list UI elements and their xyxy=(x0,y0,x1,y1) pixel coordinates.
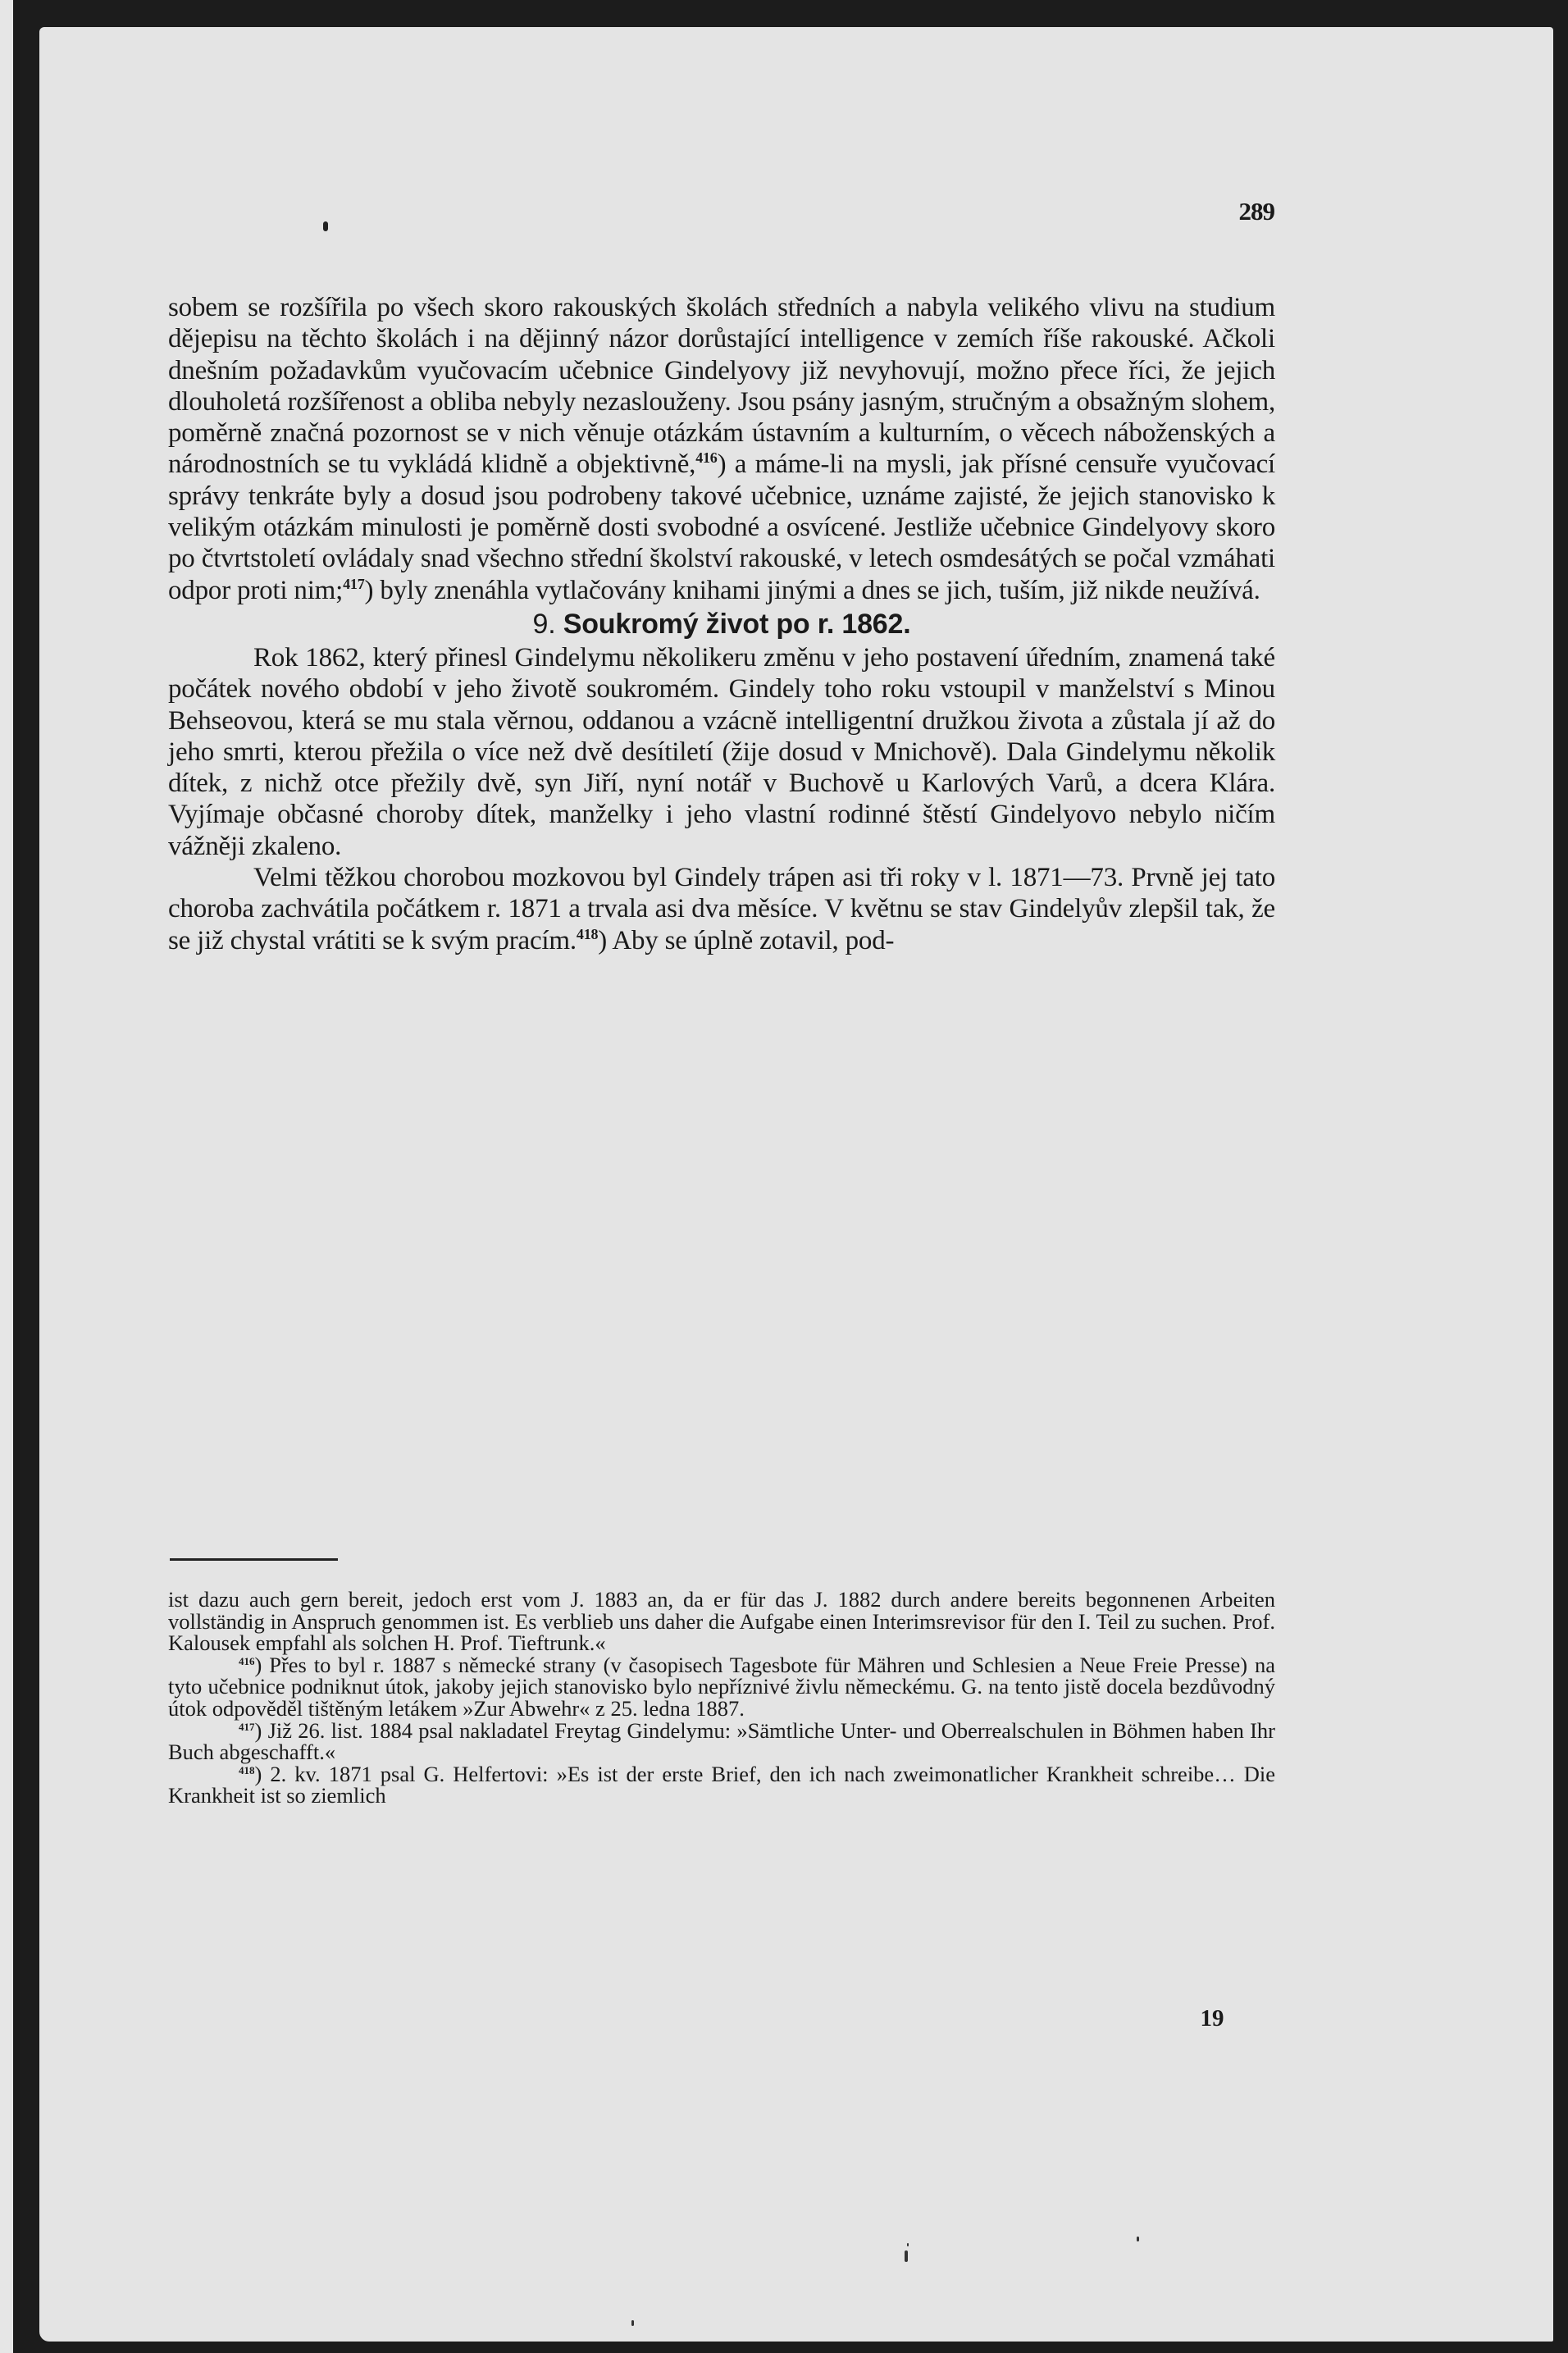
page-number: 289 xyxy=(1238,197,1274,226)
footnote-marker: 417 xyxy=(239,1720,255,1733)
footnote-417: $^{417}$) Již 26. list. 1884 psal nakladatel Freytag Gindelymu: »Sämtliche Unter- und Oberrealschulen in Böhmen haben Ihr Buch abgeschafft.« xyxy=(168,1717,1275,1765)
paragraph-2: Rok 1862, který přinesl Gindelymu několikeru změnu v jeho postavení úředním, znamená také počátek nového období v jeho životě soukromém. Gindely toho roku vstoupil v manželství s Minou Behseovou, která se mu stala věrnou, oddanou a vzácně intelligentní družkou života a zůstala jí až do jeho smrti, kterou přežila o více než dvě desítiletí (žije dosud v Mnichově). Dala Gindelymu několik dítek, z nichž otce přežily dvě, syn Jiří, nyní notář v Buchově u Karlových Varů, a dcera Klára. Vyjímaje občasné choroby dítek, manželky i jeho vlastní rodinné štěstí Gindelyovo nebylo ničím vážněji zkaleno. xyxy=(168,642,1275,861)
footnote-separator xyxy=(170,1558,338,1561)
print-speck xyxy=(907,2243,909,2246)
footnote-416: $^{416}$) Přes to byl r. 1887 s německé strany (v časopisech Tagesbote für Mähren und Schlesien a Neue Freie Presse) na tyto učebnice podniknut útok, jakoby jejich stanovisko bylo nepříznivé živlu německému. G. na tento jistě docela bezdůvodný útok odpověděl tištěným letákem »Zur Abwehr« z 25. ledna 1887. xyxy=(168,1652,1275,1721)
print-speck xyxy=(905,2250,908,2262)
footnote-marker: 416 xyxy=(239,1654,255,1667)
scan-edge-strip xyxy=(0,0,13,2353)
footnote-ref-416[interactable]: 416 xyxy=(695,449,718,467)
section-heading xyxy=(168,606,1275,642)
footnote-continuation: ist dazu auch gern bereit, jedoch erst vom J. 1883 an, da er für das J. 1882 durch andere bereits begonnenen Arbeiten vollständig in Anspruch genommen ist. Es verblieb uns daher die Aufgabe einen Interimsrevisor für den I. Teil zu suchen. Prof. Kalousek empfahl als solchen H. Prof. Tieftrunk.« xyxy=(168,1587,1275,1656)
print-speck xyxy=(1137,2237,1139,2241)
footnotes xyxy=(168,1589,1275,1807)
print-speck xyxy=(631,2320,634,2326)
footnote-418: $^{418}$) 2. kv. 1871 psal G. Helfertovi: »Es ist der erste Brief, den ich nach zweimonatlicher Krankheit schreibe… Die Krankheit ist so ziemlich xyxy=(168,1761,1275,1808)
paragraph-1: sobem se rozšířila po všech skoro rakouských školách středních a nabyla velikého vlivu na studium dějepisu na těchto školách i na dějinný názor dorůstající intelligence v zemích říše rakouské. Ačkoli dnešním požadavkům vyučovacím učebnice Gindelyovy již nevyhovují, možno přece říci, že jejich dlouholetá rozšířenost a obliba nebyly nezaslouženy. Jsou psány jasným, stručným a obsažným slohem, poměrně značná pozornost se v nich věnuje otázkám ústavním a kulturním, o věcech náboženských a národnostních se tu vykládá klidně a objektivně,$^{416}$) a máme-li na mysli, jak přísné censuře vyučovací správy tenkráte byly a dosud jsou podrobeny takové učebnice, uznáme zajisté, že jejich stanovisko k velikým otázkám minulosti je poměrně dosti svobodné a osvícené. Jestliže učebnice Gindelyovy skoro po čtvrtstoletí ovládaly snad všechno střední školství rakouské, v letech osmdesátých se počal vzmáhati odpor proti nim;$^{417}$) byly znenáhla vytlačovány knihami jinými a dnes se jich, tuším, již nikde neužívá. xyxy=(168,293,1275,605)
signature-number: 19 xyxy=(1200,2005,1224,2032)
footnote-marker: 418 xyxy=(239,1763,255,1776)
section-title: Soukromý život po r. 1862. xyxy=(563,608,911,640)
section-number: 9. xyxy=(532,608,556,640)
footnote-ref-417[interactable]: 417 xyxy=(343,575,365,592)
footnote-ref-418[interactable]: 418 xyxy=(576,925,599,942)
main-text xyxy=(168,292,1275,956)
paragraph-3: Velmi těžkou chorobou mozkovou byl Gindely trápen asi tři roky v l. 1871—73. Prvně jej tato choroba zachvátila počátkem r. 1871 a trvala asi dva měsíce. V květnu se stav Gindelyův zlepšil tak, že se již chystal vrátiti se k svým pracím.$^{418}$) Aby se úplně zotavil, pod- xyxy=(168,863,1275,955)
print-speck xyxy=(323,221,328,231)
